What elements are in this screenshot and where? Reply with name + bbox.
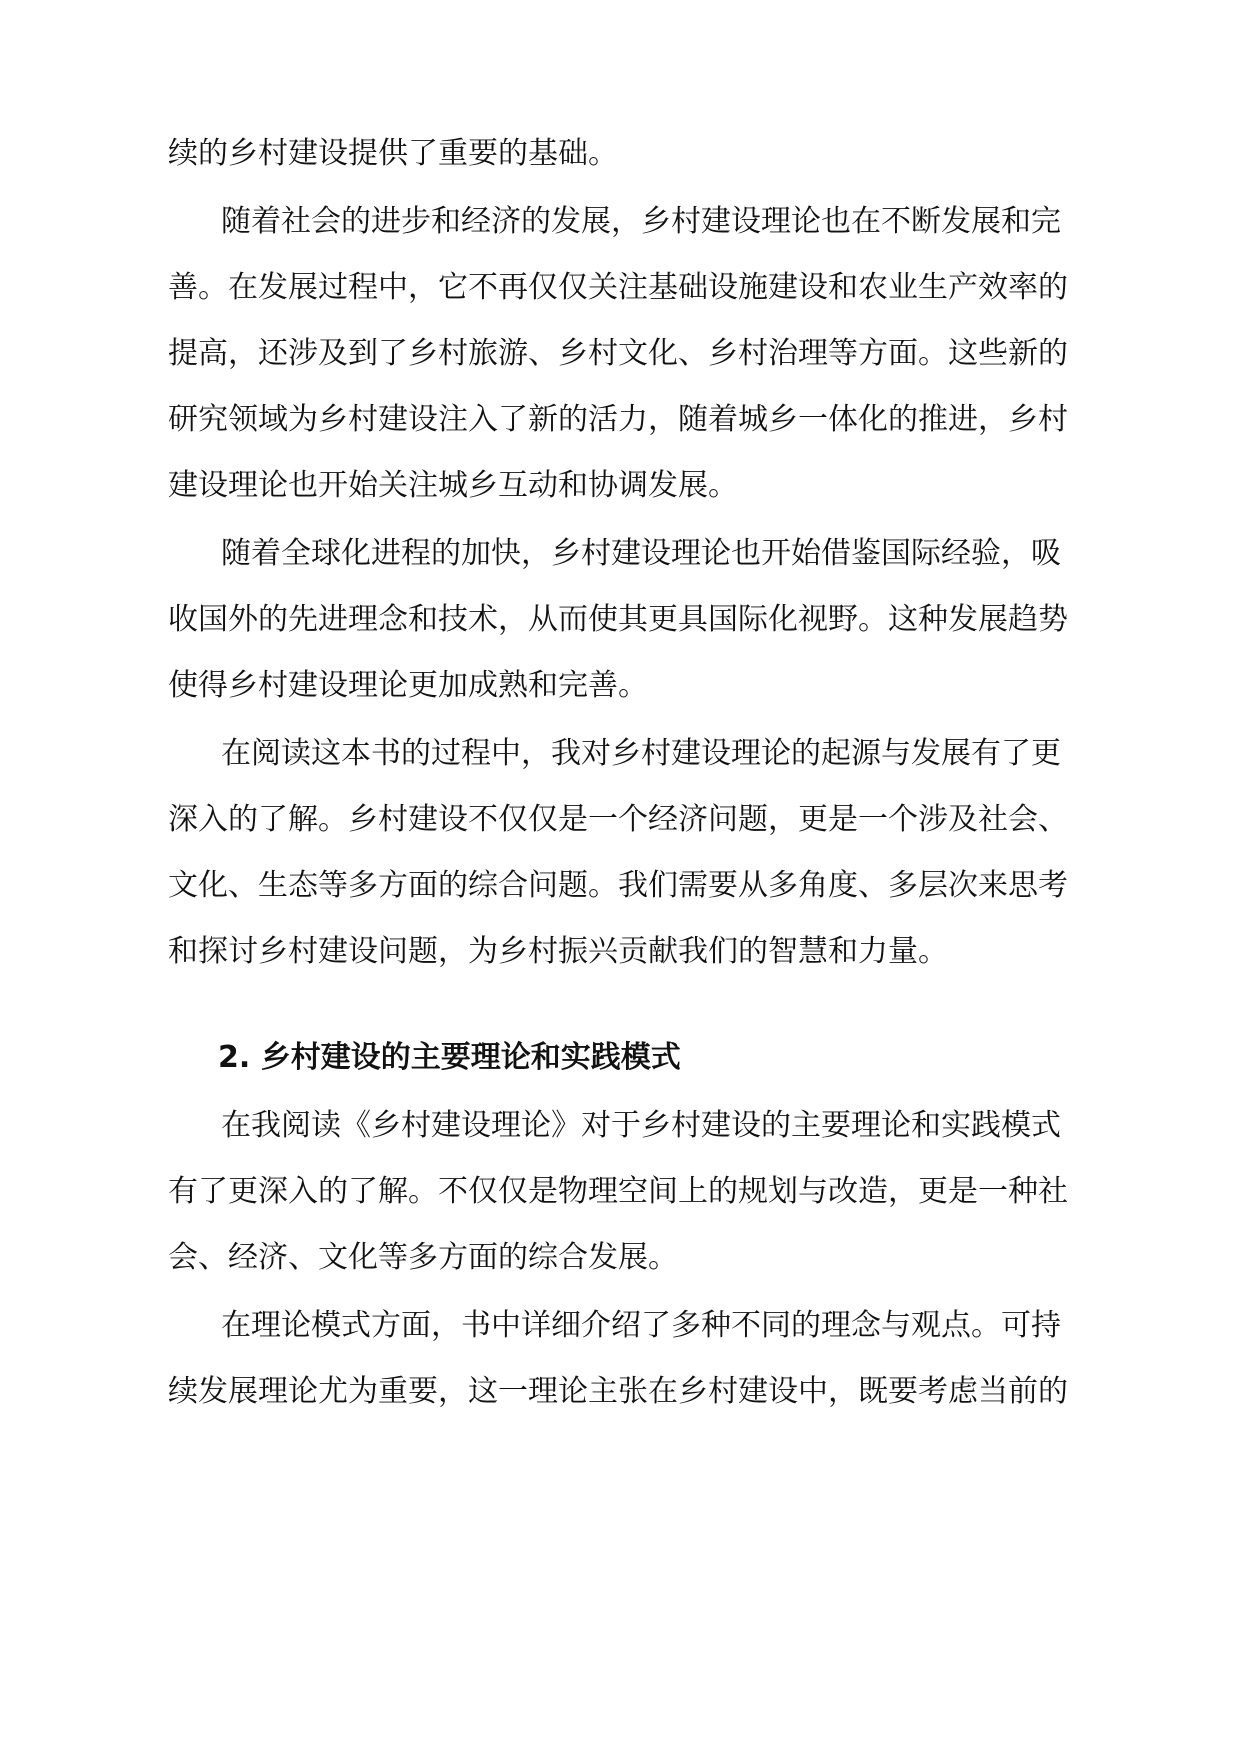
text-line: 文化、生态等多方面的综合问题。我们需要从多角度、多层次来思考 [168,868,1068,903]
text-line: 和探讨乡村建设问题，为乡村振兴贡献我们的智慧和力量。 [168,934,948,969]
text-line: 有了更深入的了解。不仅仅是物理空间上的规划与改造，更是一种社 [168,1174,1068,1209]
text-line: 续的乡村建设提供了重要的基础。 [168,136,618,171]
text-line: 建设理论也开始关注城乡互动和协调发展。 [168,468,738,503]
text-line: 在阅读这本书的过程中，我对乡村建设理论的起源与发展有了更 [221,736,1061,771]
text-line: 随着全球化进程的加快，乡村建设理论也开始借鉴国际经验，吸 [221,536,1061,571]
text-line: 研究领域为乡村建设注入了新的活力，随着城乡一体化的推进，乡村 [168,402,1068,437]
text-line: 使得乡村建设理论更加成熟和完善。 [168,668,648,703]
section-heading-text: 2. 乡村建设的主要理论和实践模式 [218,1040,681,1075]
text-line: 在我阅读《乡村建设理论》对于乡村建设的主要理论和实践模式 [221,1108,1061,1143]
text-line: 提高，还涉及到了乡村旅游、乡村文化、乡村治理等方面。这些新的 [168,336,1068,371]
text-line: 收国外的先进理念和技术，从而使其更具国际化视野。这种发展趋势 [168,602,1068,637]
text-line: 随着社会的进步和经济的发展，乡村建设理论也在不断发展和完 [221,204,1061,239]
text-line: 深入的了解。乡村建设不仅仅是一个经济问题，更是一个涉及社会、 [168,802,1068,837]
text-line: 续发展理论尤为重要，这一理论主张在乡村建设中，既要考虑当前的 [168,1374,1068,1409]
text-line: 善。在发展过程中，它不再仅仅关注基础设施建设和农业生产效率的 [168,270,1068,305]
text-line: 会、经济、文化等多方面的综合发展。 [168,1240,678,1275]
text-line: 在理论模式方面，书中详细介绍了多种不同的理念与观点。可持 [221,1308,1061,1343]
